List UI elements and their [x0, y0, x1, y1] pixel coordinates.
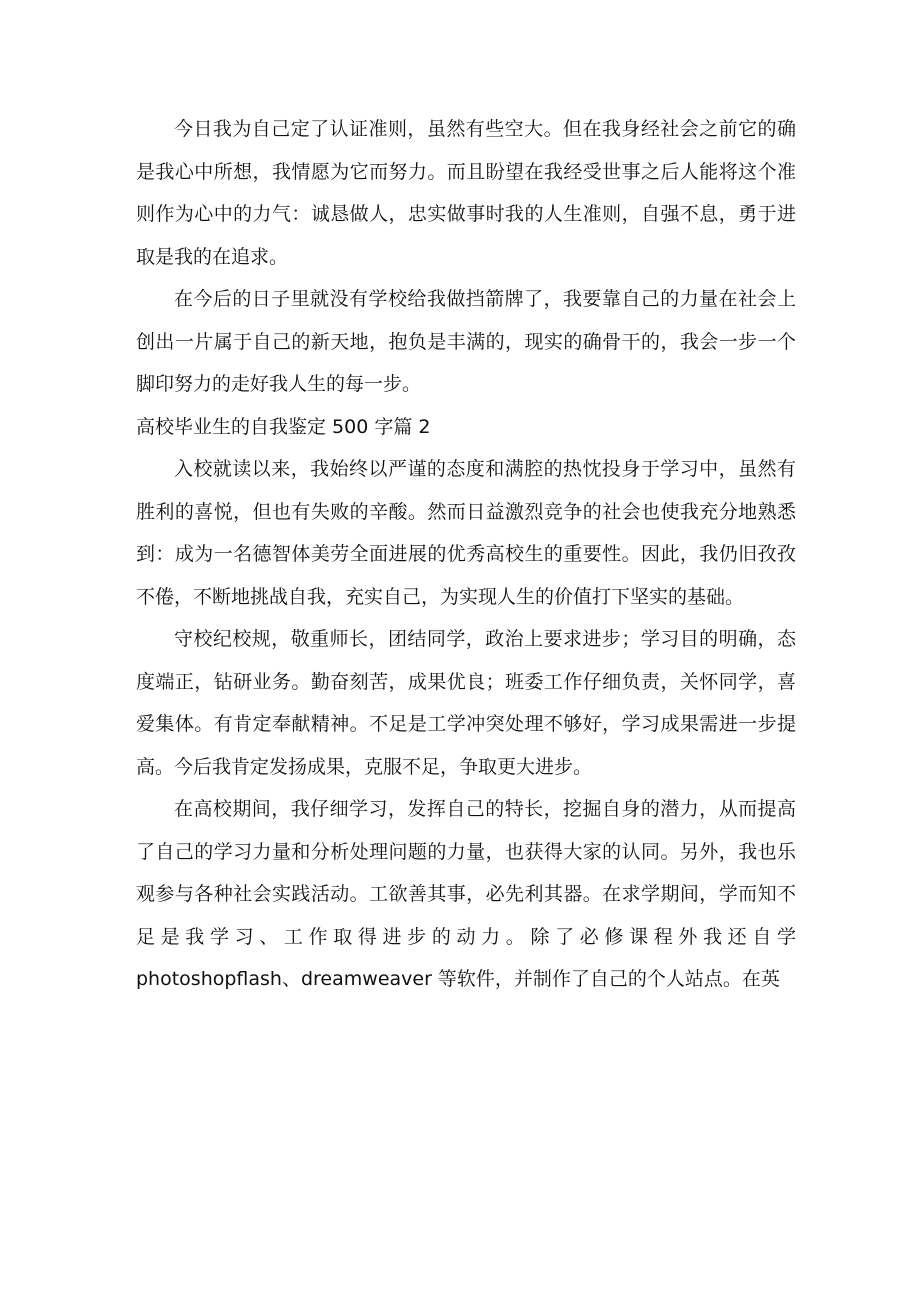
document-body [136, 108, 796, 1001]
section-paragraph-3: 在高校期间，我仔细学习，发挥自己的特长，挖掘自身的潜力，从而提高了自己的学习力量和分析处理问题的力量，也获得大家的认同。另外，我也乐观参与各种社会实践活动。工欲善其事，必先利其器。在求学期间，学而知不足是我学习、工作取得进步的动力。除了必修课程外我还自学 photoshopflash、dreamweaver 等软件，并制作了自己的个人站点。在英 [136, 798, 796, 990]
paragraph-2: 在今后的日子里就没有学校给我做挡箭牌了，我要靠自己的力量在社会上创出一片属于自己的新天地，抱负是丰满的，现实的确骨干的，我会一步一个脚印努力的走好我人生的每一步。 [136, 288, 796, 395]
paragraph-1: 今日我为自己定了认证准则，虽然有些空大。但在我身经社会之前它的确是我心中所想，我情愿为它而努力。而且盼望在我经受世事之后人能将这个准则作为心中的力气：诚恳做人，忠实做事时我的人生准则，自强不息，勇于进取是我的在追求。 [136, 118, 796, 268]
section-paragraph-2: 守校纪校规，敬重师长，团结同学，政治上要求进步；学习目的明确，态度端正，钻研业务。勤奋刻苦，成果优良；班委工作仔细负责，关怀同学，喜爱集体。有肯定奉献精神。不足是工学冲突处理不够好，学习成果需进一步提高。今后我肯定发扬成果，克服不足，争取更大进步。 [136, 628, 796, 778]
section-heading: 高校毕业生的自我鉴定 500 字篇 2 [136, 415, 431, 438]
section-paragraph-1: 入校就读以来，我始终以严谨的态度和满腔的热忱投身于学习中，虽然有胜利的喜悦，但也有失败的辛酸。然而日益激烈竞争的社会也使我充分地熟悉到：成为一名德智体美劳全面进展的优秀高校生的重要性。因此，我仍旧孜孜不倦，不断地挑战自我，充实自己，为实现人生的价值打下坚实的基础。 [136, 458, 796, 608]
